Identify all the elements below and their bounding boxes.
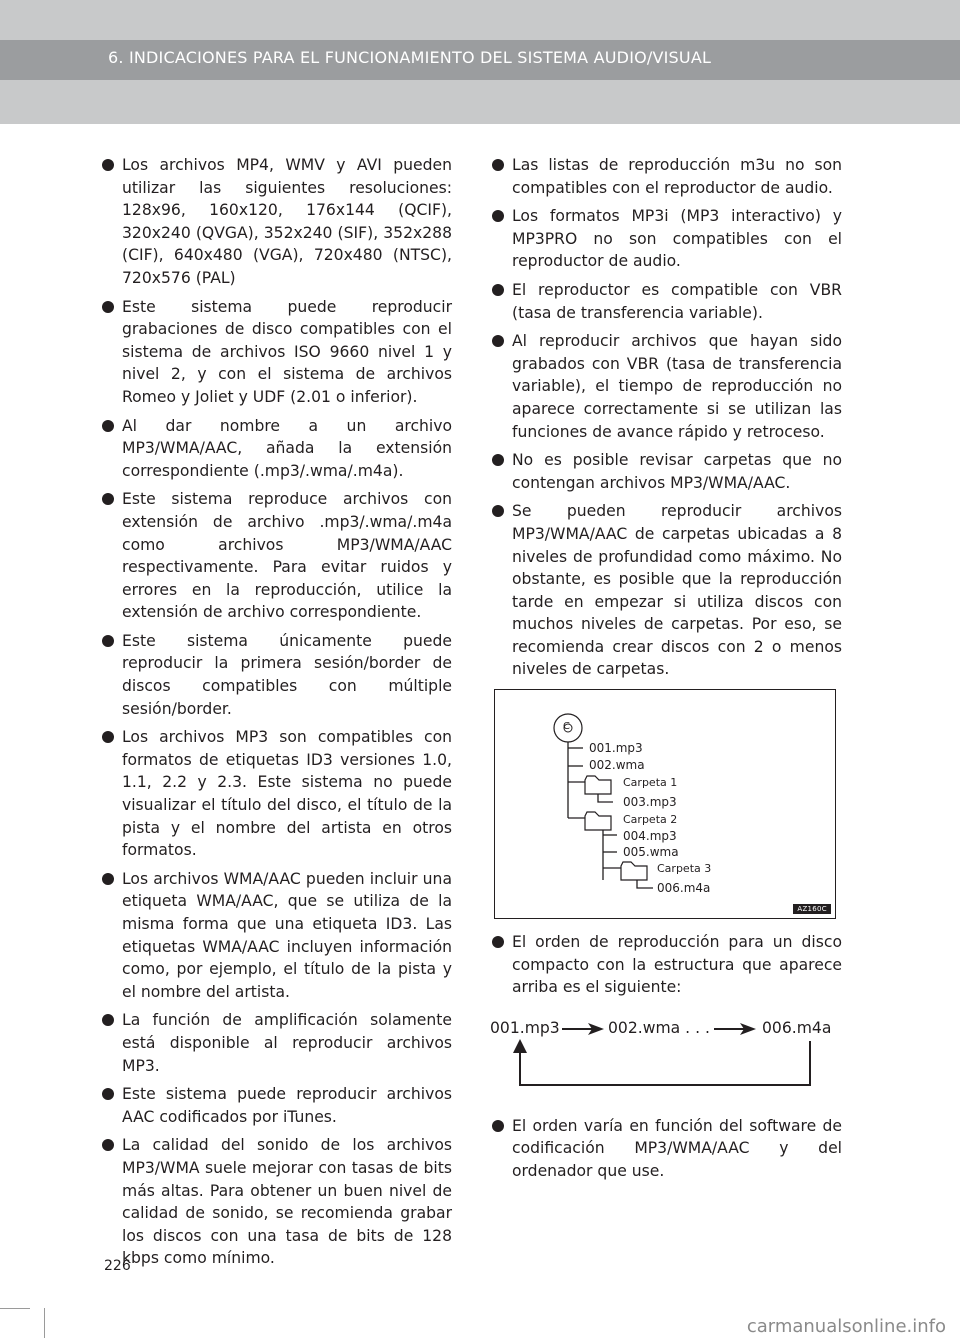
footer-watermark: carmanualsonline.info (746, 1316, 946, 1337)
list-item (492, 500, 842, 681)
crop-mark (0, 1308, 30, 1309)
item-text: Este sistema únicamente puede reproducir la primera sesión/border de discos compatibles con múltiple sesión/border. (122, 631, 452, 718)
folder-icon (621, 862, 647, 880)
folder-label: Carpeta 2 (623, 813, 678, 827)
right-column (492, 154, 842, 1189)
bullet-icon (102, 301, 114, 313)
item-text: Se pueden reproducir archivos MP3/WMA/AAC de carpetas ubicadas a 8 niveles de profundidad como máximo. No obstante, es posible que la reproducción tarde en empezar si utiliza discos con muchos niveles de carpetas. Por eso, se recomienda crear discos con 2 o menos niveles de carpetas. (512, 502, 842, 679)
bullet-icon (102, 873, 114, 885)
file-label: 003.mp3 (623, 795, 677, 810)
bullet-icon (102, 731, 114, 743)
list-item (102, 1083, 452, 1128)
order-file-second: 002.wma . . . (608, 1018, 710, 1037)
list-item (102, 630, 452, 720)
figure-code: AZ160C (793, 904, 831, 914)
item-text: Este sistema reproduce archivos con extensión de archivo .mp3/.wma/.m4a como archivos MP3/WMA/AAC respectivamente. Para evitar ruidos y errores en la reproducción, utilice la extensión de archivo correspondiente. (122, 490, 452, 622)
folder-icon (585, 812, 611, 830)
bullet-icon (102, 159, 114, 171)
list-item (102, 1134, 452, 1270)
bullet-icon (492, 505, 504, 517)
section-title: 6. INDICACIONES PARA EL FUNCIONAMIENTO DEL SISTEMA AUDIO/VISUAL (108, 48, 712, 67)
bullet-icon (102, 635, 114, 647)
item-text: No es posible revisar carpetas que no contengan archivos MP3/WMA/AAC. (512, 451, 842, 492)
left-column (102, 154, 452, 1276)
file-label: 001.mp3 (589, 741, 643, 756)
bullet-icon (102, 1139, 114, 1151)
list-item (492, 931, 842, 999)
list-item (492, 449, 842, 494)
bullet-icon (102, 493, 114, 505)
bullet-icon (492, 159, 504, 171)
file-label: 006.m4a (657, 881, 711, 896)
list-item (102, 415, 452, 483)
list-item (102, 296, 452, 409)
list-item (102, 154, 452, 290)
page-number: 226 (104, 1258, 131, 1274)
bullet-icon (102, 1014, 114, 1026)
list-item (102, 488, 452, 624)
file-label: 004.mp3 (623, 829, 677, 844)
crop-mark (44, 1308, 45, 1338)
list-item (492, 1115, 842, 1183)
item-text: Las listas de reproducción m3u no son compatibles con el reproductor de audio. (512, 156, 842, 197)
bullet-icon (102, 1088, 114, 1100)
item-text: El orden varía en función del software de codificación MP3/WMA/AAC y del ordenador que use. (512, 1116, 842, 1181)
folder-structure-figure (494, 689, 836, 919)
item-text: El reproductor es compatible con VBR (tasa de transferencia variable). (512, 280, 842, 322)
list-item (492, 330, 842, 443)
list-item (492, 279, 842, 324)
order-file-last: 006.m4a (762, 1018, 832, 1037)
item-text: La calidad del sonido de los archivos MP3/WMA suele mejorar con tasas de bits más altas. Para obtener un buen nivel de calidad de sonido, se recomienda grabar los discos con una tasa de bits de 128 kbps como mínimo. (122, 1136, 452, 1268)
item-text: Los formatos MP3i (MP3 interactivo) y MP3PRO no son compatibles con el reproductor de audio. (512, 207, 842, 271)
item-text: Los archivos WMA/AAC pueden incluir una etiqueta WMA/AAC, que se utiliza de la misma forma que una etiqueta ID3. Las etiquetas WMA/AAC incluyen información como, por ejemplo, el título de la pista y el nombre del artista. (122, 869, 452, 1001)
list-item (102, 868, 452, 1004)
order-file-first: 001.mp3 (490, 1018, 560, 1037)
item-text: La función de amplificación solamente está disponible al reproducir archivos MP3. (122, 1011, 452, 1075)
list-item (102, 726, 452, 862)
play-order-diagram (492, 1011, 842, 1101)
bullet-icon (492, 454, 504, 466)
folder-label: Carpeta 3 (657, 862, 712, 876)
item-text: Los archivos MP3 son compatibles con formatos de etiquetas ID3 versiones 1.0, 1.1, 2.2 y 2.3. Este sistema no puede visualizar el título del disco, el título de la pista y el nombre del artista en otros formatos. (122, 728, 452, 860)
bullet-icon (492, 936, 504, 948)
list-item (102, 1009, 452, 1077)
file-label: 005.wma (623, 845, 679, 860)
bullet-icon (492, 335, 504, 347)
item-text: Los archivos MP4, WMV y AVI pueden utilizar las siguientes resoluciones: 128x96, 160x120, 176x144 (QCIF), 320x240 (QVGA), 352x240 (SIF), 352x288 (CIF), 640x480 (VGA), 720x480 (NTSC), 720x576 (PAL) (122, 156, 452, 287)
folder-icon (585, 776, 611, 794)
item-text: Este sistema puede reproducir grabaciones de disco compatibles con el sistema de archivos ISO 9660 nivel 1 y nivel 2, y con el sistema de archivos Romeo y Joliet y UDF (2.01 o inferior). (122, 297, 452, 406)
list-item (492, 205, 842, 273)
item-text: Al reproducir archivos que hayan sido grabados con VBR (tasa de transferencia variable), el tiempo de reproducción no aparece correctamente si se utilizan las funciones de avance rápido y retroceso. (512, 332, 842, 441)
list-item (492, 154, 842, 199)
bullet-icon (492, 1120, 504, 1132)
file-label: 002.wma (589, 758, 645, 773)
item-text: Al dar nombre a un archivo MP3/WMA/AAC, añada la extensión correspondiente (.mp3/.wma/.m4a). (122, 416, 452, 480)
item-text: El orden de reproducción para un disco compacto con la estructura que aparece arriba es el siguiente: (512, 933, 842, 997)
bullet-icon (492, 284, 504, 296)
folder-label: Carpeta 1 (623, 776, 678, 790)
bullet-icon (102, 420, 114, 432)
bullet-icon (492, 210, 504, 222)
disc-label: C (563, 721, 570, 733)
item-text: Este sistema puede reproducir archivos AAC codificados por iTunes. (122, 1085, 452, 1126)
